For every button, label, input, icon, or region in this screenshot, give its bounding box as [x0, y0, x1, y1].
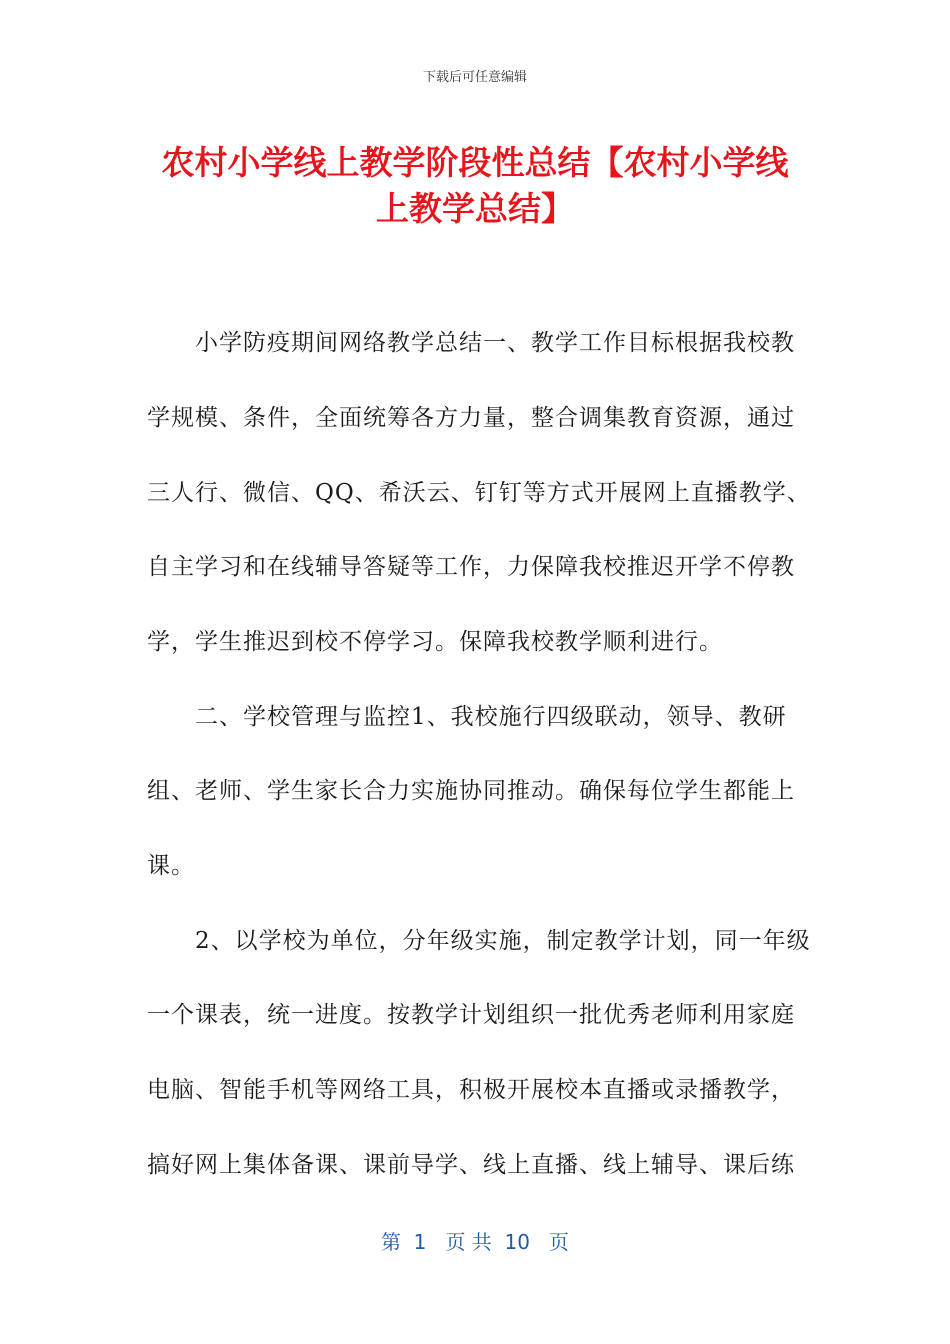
- body-line: 一个课表，统一进度。按教学计划组织一批优秀老师利用家庭: [147, 1002, 795, 1028]
- body-line: 小学防疫期间网络教学总结一、教学工作目标根据我校教: [147, 330, 795, 356]
- body-line: 学规模、条件，全面统筹各方力量，整合调集教育资源，通过: [147, 405, 795, 431]
- body-line: 电脑、智能手机等网络工具，积极开展校本直播或录播教学，: [147, 1077, 795, 1103]
- body-line: 自主学习和在线辅导答疑等工作，力保障我校推迟开学不停教: [147, 554, 795, 580]
- download-note: 下载后可任意编辑: [422, 70, 527, 85]
- body-line: 2、以学校为单位，分年级实施，制定教学计划，同一年级: [147, 928, 811, 954]
- title-line-2: 上教学总结】: [376, 189, 574, 228]
- body-line: 组、老师、学生家长合力实施协同推动。确保每位学生都能上: [147, 778, 795, 804]
- page-footer: 第 1 页 共 10 页: [380, 1230, 570, 1254]
- title-line-1: 农村小学线上教学阶段性总结【农村小学线: [161, 143, 789, 182]
- body-line: 二、学校管理与监控1、我校施行四级联动，领导、教研: [147, 704, 787, 730]
- document-title: [120, 140, 830, 232]
- body-line: 课。: [147, 853, 195, 879]
- body-line: 搞好网上集体备课、课前导学、线上直播、线上辅导、课后练: [147, 1152, 795, 1178]
- body-line: 三人行、微信、QQ、希沃云、钉钉等方式开展网上直播教学、: [147, 480, 811, 506]
- body-line: 学，学生推迟到校不停学习。保障我校教学顺利进行。: [147, 629, 723, 655]
